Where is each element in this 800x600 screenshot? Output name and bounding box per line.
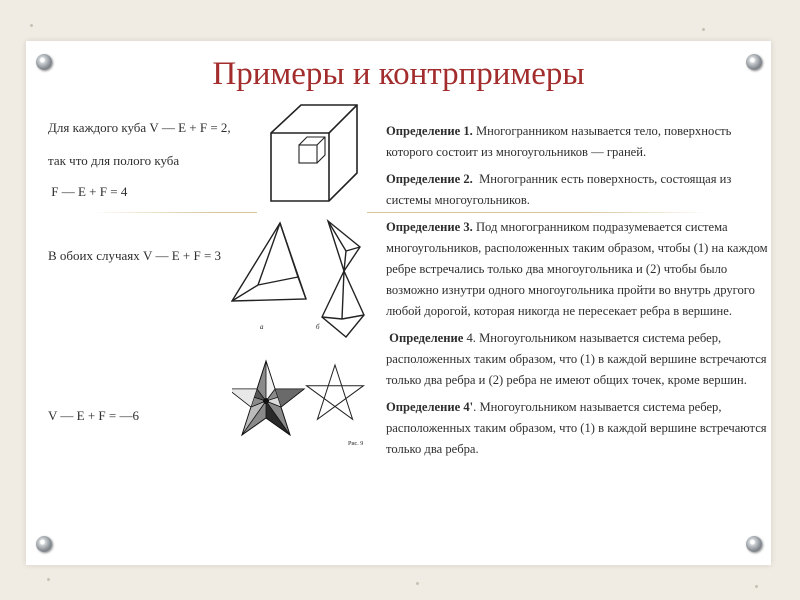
definition-3 [386, 217, 768, 322]
definition-body: Многогранник есть поверхность, состоящая из системы многоугольников. [386, 172, 735, 207]
twin-pyramids-figure [228, 217, 368, 345]
page-title: Примеры и контрпримеры [212, 56, 585, 92]
definition-1 [386, 121, 768, 163]
definition-body: Под многогранником подразумевается система многоугольников, расположенных таким образом, чтобы (1) на каждом ребре встречались только два многоугольника и (2) чтобы было возможно изнутри одного многоугольника пройти во внутрь другого любой дорогой, которая никогда не пересекает ребра в вершине. [386, 220, 768, 318]
figure-caption: Рис. 9 [348, 441, 364, 447]
pin-icon [746, 536, 762, 552]
background-speck [416, 582, 419, 585]
definition-4-prime [386, 397, 768, 460]
hollow-cube-text: так что для полого куба [48, 153, 180, 168]
slide-card [26, 41, 771, 565]
both-cases-text: В обоих случаях V — E + F = 3 [48, 248, 222, 263]
definition-heading: Определение 1. [386, 124, 473, 138]
figure-label-b: б [316, 323, 320, 331]
hollow-cube-formula: F — E + F = 4 [48, 184, 128, 199]
background-speck [702, 28, 705, 31]
definition-body: . Многоугольником называется система ребер, расположенных таким образом, что (1) в каждой вершине встречаются только два ребра. [386, 400, 767, 456]
background-speck [47, 578, 50, 581]
cube-formula-text: Для каждого куба V — E + F = 2, [48, 120, 231, 135]
star-polyhedron-figure [232, 353, 370, 453]
pin-icon [36, 536, 52, 552]
background-speck [755, 585, 758, 588]
definition-4 [386, 328, 768, 391]
hollow-cube-figure [257, 97, 367, 213]
definition-heading: Определение 4' [386, 400, 474, 414]
definition-heading: Определение [386, 331, 464, 345]
definition-heading: Определение 2. [386, 172, 473, 186]
definition-body: 4. Многоугольником называется система ребер, расположенных таким образом, что (1) в каждой вершине встречаются только два ребра и (2) ребра не имеют общих точек, кроме вершин. [386, 331, 770, 387]
definition-heading: Определение 3. [386, 220, 473, 234]
definitions-list [386, 121, 768, 466]
figure-label-a: a [260, 323, 264, 331]
twin-pyramids-drawing [228, 217, 368, 345]
star-polyhedron-drawing [232, 353, 370, 453]
definition-2 [386, 169, 768, 211]
hollow-cube-drawing [257, 97, 367, 213]
definition-body: Многогранником называется тело, поверхность которого состоит из многоугольников — граней. [386, 124, 732, 159]
star-formula-text: V — E + F = —6 [48, 408, 139, 423]
background-speck [30, 24, 33, 27]
